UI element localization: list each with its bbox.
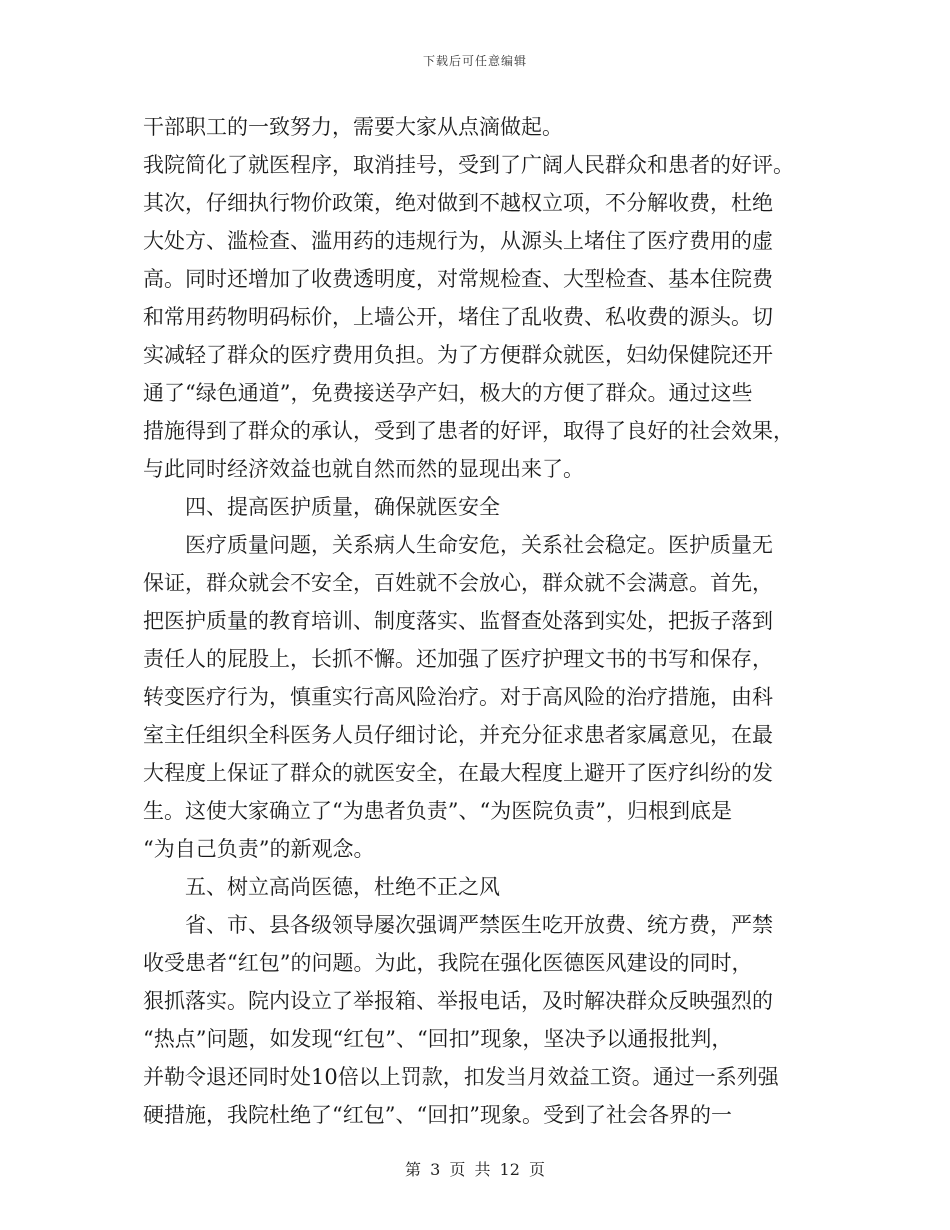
paragraph-line: 生。这使大家确立了“为患者负责”、“为医院负责”，归根到底是: [143, 799, 732, 823]
paragraph-line: 保证，群众就会不安全，百姓就不会放心，群众就不会满意。首先，: [143, 571, 773, 595]
paragraph-line: 干部职工的一致努力，需要大家从点滴做起。: [143, 115, 563, 139]
paragraph-line: 责任人的屁股上，长抓不懈。还加强了医疗护理文书的书写和保存，: [143, 647, 773, 671]
section-heading: 五、树立高尚医德，杜绝不正之风: [185, 875, 500, 899]
paragraph-line: 通了“绿色通道”，免费接送孕产妇，极大的方便了群众。通过这些: [143, 381, 753, 405]
paragraph-line: 并勒令退还同时处10倍以上罚款，扣发当月效益工资。通过一系列强: [143, 1065, 779, 1089]
paragraph-line: 省、市、县各级领导屡次强调严禁医生吃开放费、统方费，严禁: [185, 913, 773, 937]
paragraph-line: 我院简化了就医程序，取消挂号，受到了广阔人民群众和患者的好评。: [143, 153, 794, 177]
paragraph-line: 大程度上保证了群众的就医安全，在最大程度上避开了医疗纠纷的发: [143, 761, 773, 785]
paragraph-line: 其次，仔细执行物价政策，绝对做到不越权立项，不分解收费，杜绝: [143, 191, 773, 215]
paragraph-line: 医疗质量问题，关系病人生命安危，关系社会稳定。医护质量无: [185, 533, 773, 557]
paragraph-line: 把医护质量的教育培训、制度落实、监督查处落到实处，把扳子落到: [143, 609, 773, 633]
paragraph-line: 实减轻了群众的医疗费用负担。为了方便群众就医，妇幼保健院还开: [143, 343, 773, 367]
paragraph-line: 转变医疗行为，慎重实行高风险治疗。对于高风险的治疗措施，由科: [143, 685, 773, 709]
paragraph-line: 硬措施，我院杜绝了“红包”、“回扣”现象。受到了社会各界的一: [143, 1103, 732, 1127]
paragraph-line: 室主任组织全科医务人员仔细讨论，并充分征求患者家属意见，在最: [143, 723, 773, 747]
paragraph-line: 收受患者“红包”的问题。为此，我院在强化医德医风建设的同时，: [143, 951, 753, 975]
paragraph-line: 大处方、滥检查、滥用药的违规行为，从源头上堵住了医疗费用的虚: [143, 229, 773, 253]
paragraph-line: 高。同时还增加了收费透明度，对常规检查、大型检查、基本住院费: [143, 267, 773, 291]
document-body: [143, 108, 823, 1134]
paragraph-line: “热点”问题，如发现“红包”、“回扣”现象，坚决予以通报批判，: [143, 1027, 733, 1051]
paragraph-line: 狠抓落实。院内设立了举报箱、举报电话，及时解决群众反映强烈的: [143, 989, 773, 1013]
page-number: 第 3 页 共 12 页: [405, 1160, 545, 1179]
paragraph-line: 措施得到了群众的承认，受到了患者的好评，取得了良好的社会效果，: [143, 419, 794, 443]
paragraph-line: 和常用药物明码标价，上墙公开，堵住了乱收费、私收费的源头。切: [143, 305, 773, 329]
page-header: 下载后可任意编辑: [422, 54, 527, 68]
paragraph-line: “为自己负责”的新观念。: [143, 837, 375, 861]
paragraph-line: 与此同时经济效益也就自然而然的显现出来了。: [143, 457, 584, 481]
section-heading: 四、提高医护质量，确保就医安全: [185, 495, 500, 519]
